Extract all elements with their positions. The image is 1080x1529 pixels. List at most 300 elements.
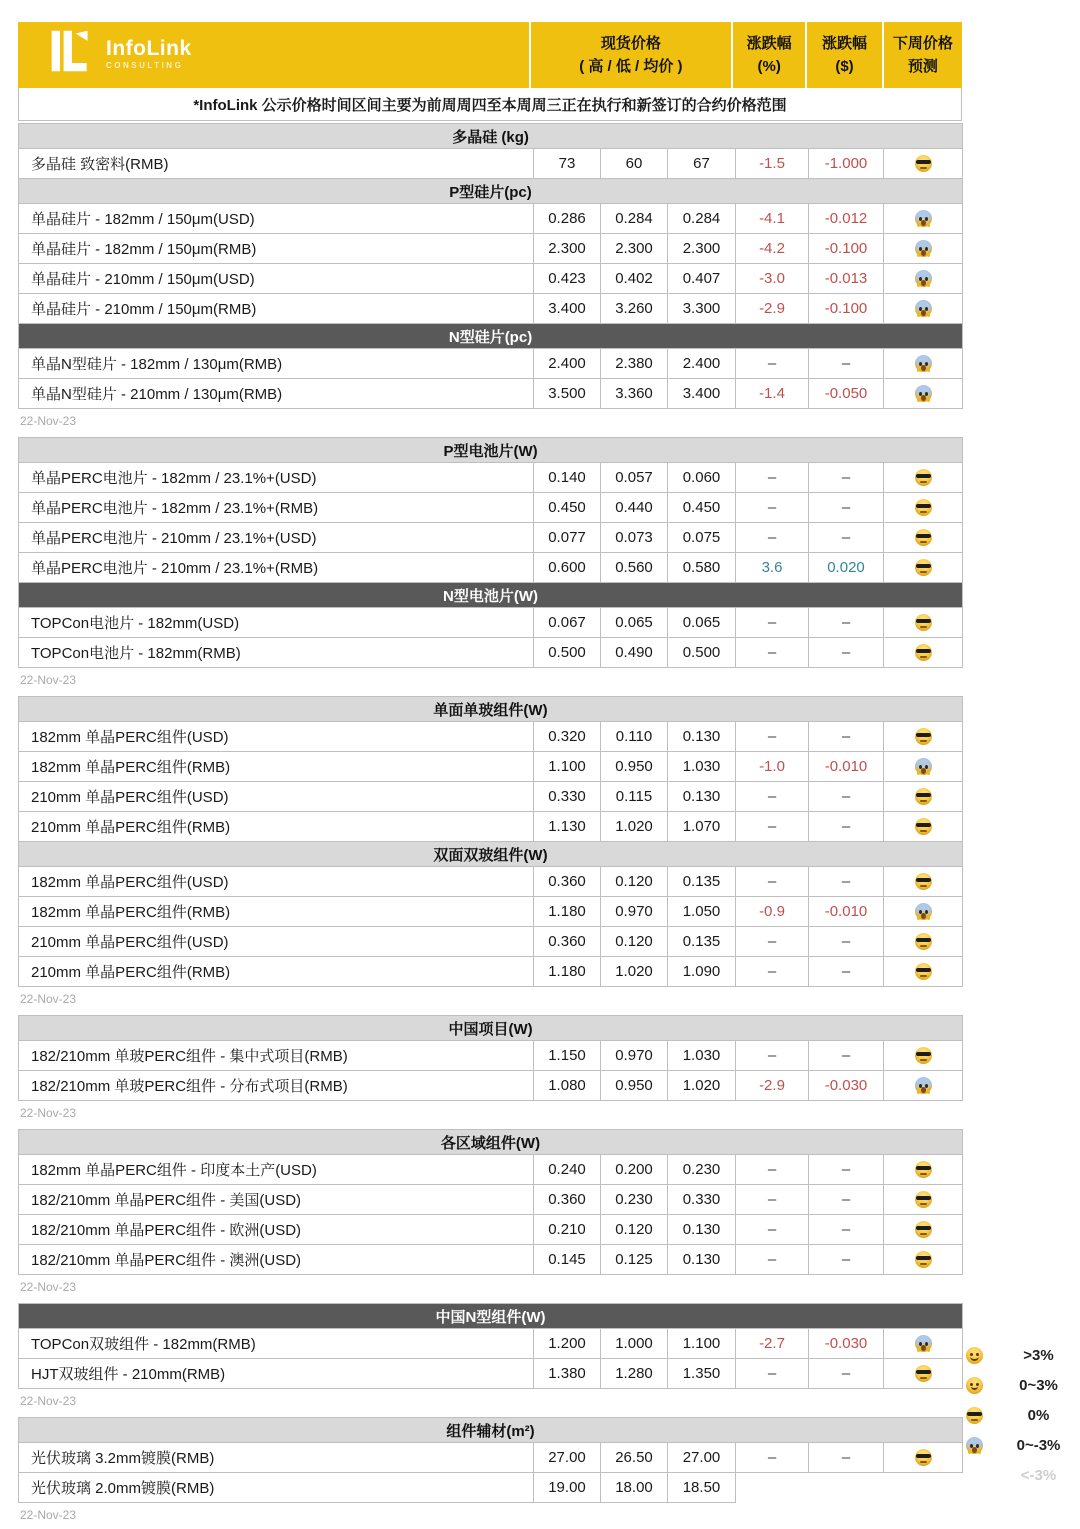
cell-change-pct: -1.0 <box>736 752 809 782</box>
cell-price-high: 0.067 <box>534 608 601 638</box>
section-header: P型硅片(pc) <box>19 179 963 204</box>
cell-forecast <box>884 493 963 523</box>
cell-forecast <box>884 752 963 782</box>
cool-emoji-icon <box>915 1251 932 1268</box>
cell-price-avg: 1.020 <box>668 1071 736 1101</box>
cell-change-usd: – <box>809 493 884 523</box>
cell-price-high: 27.00 <box>534 1443 601 1473</box>
cell-price-avg: 0.065 <box>668 608 736 638</box>
cell-change-pct: – <box>736 1443 809 1473</box>
section-header-row <box>19 1418 963 1443</box>
cell-forecast <box>884 463 963 493</box>
cell-product-name: 单晶硅片 - 210mm / 150μm(USD) <box>19 264 534 294</box>
cool-emoji-icon <box>915 469 932 486</box>
date-label: 22-Nov-23 <box>20 673 77 687</box>
cell-change-pct: – <box>736 523 809 553</box>
cell-change-usd: -0.012 <box>809 204 884 234</box>
cell-price-low: 60 <box>601 149 668 179</box>
table-row <box>19 294 963 324</box>
cell-change-pct: -1.4 <box>736 379 809 409</box>
cell-product-name: 182mm 单晶PERC组件(RMB) <box>19 897 534 927</box>
cell-price-avg: 1.050 <box>668 897 736 927</box>
cool-emoji-icon <box>915 1047 932 1064</box>
cell-price-avg: 0.075 <box>668 523 736 553</box>
cell-change-usd: – <box>809 1155 884 1185</box>
change-usd-label: 涨跌幅 <box>822 34 868 52</box>
forecast-label-line2: 预测 <box>907 58 938 75</box>
cell-price-low: 0.440 <box>601 493 668 523</box>
cell-price-avg: 1.030 <box>668 752 736 782</box>
cell-price-low: 0.950 <box>601 752 668 782</box>
cell-price-avg: 0.060 <box>668 463 736 493</box>
legend-label: 0% <box>1027 1406 1050 1424</box>
table-row <box>19 752 963 782</box>
section-header-row <box>19 438 963 463</box>
cool-emoji-icon <box>915 818 932 835</box>
cell-price-high: 0.320 <box>534 722 601 752</box>
cell-change-usd: – <box>809 867 884 897</box>
cell-product-name: HJT双玻组件 - 210mm(RMB) <box>19 1359 534 1389</box>
cell-price-low: 0.125 <box>601 1245 668 1275</box>
cell-forecast <box>884 1443 963 1473</box>
table-row <box>19 204 963 234</box>
cell-change-usd: -0.100 <box>809 234 884 264</box>
table-row <box>19 782 963 812</box>
cell-product-name: 多晶硅 致密料(RMB) <box>19 149 534 179</box>
cell-product-name: 210mm 单晶PERC组件(USD) <box>19 927 534 957</box>
cell-price-low: 0.115 <box>601 782 668 812</box>
forecast-legend <box>966 1340 1076 1490</box>
section-header: 中国项目(W) <box>19 1016 963 1041</box>
cell-product-name: 182/210mm 单晶PERC组件 - 欧洲(USD) <box>19 1215 534 1245</box>
price-table <box>18 696 963 987</box>
cell-price-low: 0.560 <box>601 553 668 583</box>
cool-emoji-icon <box>915 529 932 546</box>
cell-product-name: 单晶PERC电池片 - 210mm / 23.1%+(USD) <box>19 523 534 553</box>
cell-change-usd: – <box>809 722 884 752</box>
section-header-row <box>19 1304 963 1329</box>
cell-product-name: 单晶PERC电池片 - 210mm / 23.1%+(RMB) <box>19 553 534 583</box>
table-row <box>19 493 963 523</box>
cell-forecast <box>884 234 963 264</box>
cell-price-low: 0.950 <box>601 1071 668 1101</box>
cell-price-avg: 0.135 <box>668 867 736 897</box>
scream-emoji-icon <box>915 210 932 227</box>
cell-product-name: TOPCon双玻组件 - 182mm(RMB) <box>19 1329 534 1359</box>
scream-emoji-icon <box>966 1437 983 1454</box>
cell-change-usd: -0.010 <box>809 752 884 782</box>
table-row <box>19 1245 963 1275</box>
cell-change-pct: – <box>736 867 809 897</box>
cell-product-name: 单晶N型硅片 - 182mm / 130μm(RMB) <box>19 349 534 379</box>
cell-product-name: 单晶PERC电池片 - 182mm / 23.1%+(USD) <box>19 463 534 493</box>
table-row <box>19 463 963 493</box>
cell-change-pct: – <box>736 722 809 752</box>
table-row <box>19 264 963 294</box>
cell-product-name: 单晶PERC电池片 - 182mm / 23.1%+(RMB) <box>19 493 534 523</box>
section-header: 双面双玻组件(W) <box>19 842 963 867</box>
cell-change-usd: – <box>809 1359 884 1389</box>
cell-change-pct: – <box>736 493 809 523</box>
cell-price-avg: 67 <box>668 149 736 179</box>
brand-name: InfoLink <box>106 37 192 61</box>
scream-emoji-icon <box>915 270 932 287</box>
cell-price-low: 0.057 <box>601 463 668 493</box>
table-row <box>19 1185 963 1215</box>
table-row <box>19 379 963 409</box>
change-usd-unit: ($) <box>835 58 854 75</box>
cell-forecast <box>884 1359 963 1389</box>
cell-change-usd: -1.000 <box>809 149 884 179</box>
cool-emoji-icon <box>915 1161 932 1178</box>
cell-change-pct: -4.2 <box>736 234 809 264</box>
cell-product-name: 182mm 单晶PERC组件(USD) <box>19 722 534 752</box>
cell-price-high: 1.180 <box>534 957 601 987</box>
cell-price-low: 0.284 <box>601 204 668 234</box>
cell-price-high: 1.200 <box>534 1329 601 1359</box>
cell-price-high: 0.360 <box>534 1185 601 1215</box>
cell-price-avg: 3.400 <box>668 379 736 409</box>
cool-emoji-icon <box>915 1221 932 1238</box>
cell-forecast <box>884 204 963 234</box>
scream-emoji-icon <box>915 1077 932 1094</box>
date-label: 22-Nov-23 <box>20 1280 77 1294</box>
cell-change-usd: -0.030 <box>809 1329 884 1359</box>
section-header: 多晶硅 (kg) <box>19 124 963 149</box>
cell-change-pct: – <box>736 608 809 638</box>
cell-price-avg: 2.300 <box>668 234 736 264</box>
forecast-label-line1: 下周价格 <box>892 34 953 52</box>
cell-price-high: 3.500 <box>534 379 601 409</box>
cell-price-low: 0.120 <box>601 1215 668 1245</box>
price-table <box>18 123 963 409</box>
cell-change-usd: – <box>809 1443 884 1473</box>
cell-price-avg: 0.580 <box>668 553 736 583</box>
cell-product-name: 182/210mm 单晶PERC组件 - 澳洲(USD) <box>19 1245 534 1275</box>
date-label: 22-Nov-23 <box>20 1394 77 1408</box>
table-row <box>19 1473 963 1503</box>
section-header: 各区域组件(W) <box>19 1130 963 1155</box>
cell-price-high: 2.400 <box>534 349 601 379</box>
cell-product-name: 182mm 单晶PERC组件 - 印度本土产(USD) <box>19 1155 534 1185</box>
cell-price-high: 0.330 <box>534 782 601 812</box>
table-row <box>19 523 963 553</box>
cell-change-usd: – <box>809 608 884 638</box>
cell-forecast <box>884 553 963 583</box>
cell-price-avg: 2.400 <box>668 349 736 379</box>
cell-change-usd: – <box>809 927 884 957</box>
cell-product-name: 光伏玻璃 2.0mm镀膜(RMB) <box>19 1473 534 1503</box>
cell-product-name: TOPCon电池片 - 182mm(USD) <box>19 608 534 638</box>
cool-emoji-icon <box>915 499 932 516</box>
section-header: N型电池片(W) <box>19 583 963 608</box>
cool-emoji-icon <box>915 788 932 805</box>
cell-forecast <box>884 897 963 927</box>
price-table <box>18 437 963 668</box>
cell-product-name: 210mm 单晶PERC组件(RMB) <box>19 957 534 987</box>
scream-emoji-icon <box>915 758 932 775</box>
cell-price-low: 2.300 <box>601 234 668 264</box>
cell-change-usd: – <box>809 812 884 842</box>
cell-change-pct: -4.1 <box>736 204 809 234</box>
cell-price-high: 19.00 <box>534 1473 601 1503</box>
cell-change-usd: – <box>809 1215 884 1245</box>
cell-price-high: 0.145 <box>534 1245 601 1275</box>
table-row <box>19 149 963 179</box>
cell-forecast <box>884 1041 963 1071</box>
cell-change-pct: -3.0 <box>736 264 809 294</box>
scream-emoji-icon <box>915 1335 932 1352</box>
cell-price-high: 0.360 <box>534 867 601 897</box>
cell-price-low: 0.065 <box>601 608 668 638</box>
cell-price-avg: 0.130 <box>668 782 736 812</box>
cool-emoji-icon <box>915 963 932 980</box>
cell-change-usd: – <box>809 463 884 493</box>
legend-item <box>966 1430 1076 1460</box>
scream-emoji-icon <box>915 240 932 257</box>
cell-price-low: 26.50 <box>601 1443 668 1473</box>
cell-price-avg: 1.350 <box>668 1359 736 1389</box>
cell-change-pct: – <box>736 1185 809 1215</box>
happy-emoji-icon <box>966 1347 983 1364</box>
cell-price-high: 1.180 <box>534 897 601 927</box>
cell-product-name: 单晶硅片 - 182mm / 150μm(RMB) <box>19 234 534 264</box>
cool-emoji-icon <box>915 873 932 890</box>
cell-price-low: 3.260 <box>601 294 668 324</box>
scream-emoji-icon <box>915 385 932 402</box>
cell-price-high: 1.150 <box>534 1041 601 1071</box>
legend-item <box>966 1400 1076 1430</box>
cell-price-high: 0.600 <box>534 553 601 583</box>
cell-price-avg: 0.284 <box>668 204 736 234</box>
cell-price-low: 18.00 <box>601 1473 668 1503</box>
cell-price-high: 1.080 <box>534 1071 601 1101</box>
section-header: P型电池片(W) <box>19 438 963 463</box>
cell-product-name: 单晶N型硅片 - 210mm / 130μm(RMB) <box>19 379 534 409</box>
table-row <box>19 957 963 987</box>
cell-forecast <box>884 149 963 179</box>
cell-forecast <box>884 349 963 379</box>
table-row <box>19 1359 963 1389</box>
section-header-row <box>19 697 963 722</box>
cell-price-high: 0.210 <box>534 1215 601 1245</box>
scream-emoji-icon <box>915 903 932 920</box>
cell-change-usd: -0.100 <box>809 294 884 324</box>
cell-change-usd: – <box>809 638 884 668</box>
price-table <box>18 1303 963 1389</box>
scream-emoji-icon <box>915 300 932 317</box>
cell-product-name: 182/210mm 单玻PERC组件 - 分布式项目(RMB) <box>19 1071 534 1101</box>
cell-change-pct: -2.9 <box>736 1071 809 1101</box>
cell-price-low: 3.360 <box>601 379 668 409</box>
cell-change-pct: – <box>736 638 809 668</box>
cool-emoji-icon <box>915 1449 932 1466</box>
table-blocks <box>18 123 962 1529</box>
spot-price-sublabel: ( 高 / 低 / 均价 ) <box>579 58 683 75</box>
cell-change-pct: – <box>736 812 809 842</box>
cell-forecast <box>884 867 963 897</box>
cell-price-avg: 0.230 <box>668 1155 736 1185</box>
cool-emoji-icon <box>915 559 932 576</box>
change-pct-unit: (%) <box>757 58 781 75</box>
cell-change-usd: -0.030 <box>809 1071 884 1101</box>
cell-price-avg: 1.100 <box>668 1329 736 1359</box>
cell-price-low: 0.402 <box>601 264 668 294</box>
cell-product-name: 210mm 单晶PERC组件(USD) <box>19 782 534 812</box>
table-row <box>19 722 963 752</box>
cell-forecast <box>884 927 963 957</box>
cell-change-pct: – <box>736 1359 809 1389</box>
date-label: 22-Nov-23 <box>20 1106 77 1120</box>
cell-forecast <box>884 1245 963 1275</box>
cell-price-high: 2.300 <box>534 234 601 264</box>
cell-forecast <box>884 1155 963 1185</box>
table-row <box>19 812 963 842</box>
legend-item <box>966 1340 1076 1370</box>
cell-forecast <box>884 294 963 324</box>
cell-product-name: 182/210mm 单玻PERC组件 - 集中式项目(RMB) <box>19 1041 534 1071</box>
cell-change-pct: -2.9 <box>736 294 809 324</box>
cell-product-name: 182mm 单晶PERC组件(RMB) <box>19 752 534 782</box>
cell-price-avg: 1.030 <box>668 1041 736 1071</box>
cell-price-high: 0.240 <box>534 1155 601 1185</box>
table-row <box>19 927 963 957</box>
cell-price-low: 1.020 <box>601 957 668 987</box>
table-row <box>19 897 963 927</box>
cell-price-high: 0.077 <box>534 523 601 553</box>
section-header-row <box>19 179 963 204</box>
legend-label: >3% <box>1023 1346 1054 1364</box>
cell-change-pct: – <box>736 927 809 957</box>
cool-emoji-icon <box>915 155 932 172</box>
cell-change-usd: – <box>809 782 884 812</box>
column-header-forecast <box>882 22 962 88</box>
cell-price-high: 0.360 <box>534 927 601 957</box>
section-header-row <box>19 1130 963 1155</box>
cell-change-usd <box>809 1473 884 1503</box>
cell-product-name: 单晶硅片 - 210mm / 150μm(RMB) <box>19 294 534 324</box>
brand-subtitle: CONSULTING <box>106 61 184 71</box>
cell-price-avg: 27.00 <box>668 1443 736 1473</box>
table-row <box>19 608 963 638</box>
cell-product-name: 182mm 单晶PERC组件(USD) <box>19 867 534 897</box>
cell-change-pct: – <box>736 1041 809 1071</box>
date-label: 22-Nov-23 <box>20 992 77 1006</box>
cool-emoji-icon <box>915 728 932 745</box>
cell-forecast <box>884 1473 963 1503</box>
cell-product-name: 210mm 单晶PERC组件(RMB) <box>19 812 534 842</box>
cell-price-high: 0.500 <box>534 638 601 668</box>
spot-price-label: 现货价格 <box>600 34 661 52</box>
table-row <box>19 1041 963 1071</box>
table-row <box>19 1215 963 1245</box>
cell-forecast <box>884 782 963 812</box>
cell-change-pct: – <box>736 463 809 493</box>
brand-text <box>106 37 192 72</box>
cell-forecast <box>884 1329 963 1359</box>
cell-forecast <box>884 722 963 752</box>
cell-change-usd: – <box>809 1245 884 1275</box>
cell-change-pct: – <box>736 349 809 379</box>
change-pct-label: 涨跌幅 <box>746 34 792 52</box>
cell-price-low: 0.490 <box>601 638 668 668</box>
cell-price-low: 0.120 <box>601 927 668 957</box>
cool-emoji-icon <box>966 1407 983 1424</box>
cell-forecast <box>884 608 963 638</box>
slight-smile-emoji-icon <box>966 1377 983 1394</box>
cell-price-low: 1.020 <box>601 812 668 842</box>
cool-emoji-icon <box>915 1365 932 1382</box>
cell-price-avg: 0.407 <box>668 264 736 294</box>
cell-change-pct <box>736 1473 809 1503</box>
cell-price-low: 0.073 <box>601 523 668 553</box>
cell-change-usd: 0.020 <box>809 553 884 583</box>
cell-price-low: 0.120 <box>601 867 668 897</box>
cell-forecast <box>884 264 963 294</box>
cell-change-pct: – <box>736 782 809 812</box>
cell-forecast <box>884 523 963 553</box>
price-table <box>18 1129 963 1275</box>
cell-forecast <box>884 1215 963 1245</box>
table-row <box>19 234 963 264</box>
legend-label: 0~3% <box>1019 1376 1058 1394</box>
cell-change-pct: -1.5 <box>736 149 809 179</box>
section-header: 中国N型组件(W) <box>19 1304 963 1329</box>
cell-change-pct: -2.7 <box>736 1329 809 1359</box>
table-row <box>19 1071 963 1101</box>
scream-emoji-icon <box>915 355 932 372</box>
cell-price-high: 1.130 <box>534 812 601 842</box>
cell-change-pct: – <box>736 1245 809 1275</box>
cell-product-name: TOPCon电池片 - 182mm(RMB) <box>19 638 534 668</box>
column-header-spot-price <box>529 22 731 88</box>
section-header-row <box>19 124 963 149</box>
cell-price-low: 0.200 <box>601 1155 668 1185</box>
cell-price-high: 1.100 <box>534 752 601 782</box>
cell-price-low: 1.000 <box>601 1329 668 1359</box>
cell-price-low: 1.280 <box>601 1359 668 1389</box>
price-bulletin-table-column <box>18 22 962 1529</box>
cell-price-low: 0.970 <box>601 897 668 927</box>
cell-price-avg: 0.330 <box>668 1185 736 1215</box>
cell-change-usd: -0.013 <box>809 264 884 294</box>
cell-price-avg: 3.300 <box>668 294 736 324</box>
cool-emoji-icon <box>915 933 932 950</box>
cell-price-high: 3.400 <box>534 294 601 324</box>
cell-change-usd: -0.010 <box>809 897 884 927</box>
cool-emoji-icon <box>915 644 932 661</box>
section-header-row <box>19 324 963 349</box>
cell-price-avg: 1.070 <box>668 812 736 842</box>
cell-forecast <box>884 812 963 842</box>
date-label: 22-Nov-23 <box>20 414 77 428</box>
masthead <box>18 22 962 88</box>
cell-forecast <box>884 1185 963 1215</box>
cell-change-usd: – <box>809 957 884 987</box>
price-table <box>18 1015 963 1101</box>
cell-price-high: 0.140 <box>534 463 601 493</box>
table-row <box>19 553 963 583</box>
cell-change-usd: -0.050 <box>809 379 884 409</box>
cell-price-avg: 0.130 <box>668 1215 736 1245</box>
legend-item <box>966 1460 1076 1490</box>
date-label: 22-Nov-23 <box>20 1508 77 1522</box>
cell-price-avg: 1.090 <box>668 957 736 987</box>
cell-change-usd: – <box>809 1185 884 1215</box>
table-row <box>19 638 963 668</box>
cool-emoji-icon <box>915 614 932 631</box>
legend-label: <-3% <box>1020 1466 1057 1484</box>
